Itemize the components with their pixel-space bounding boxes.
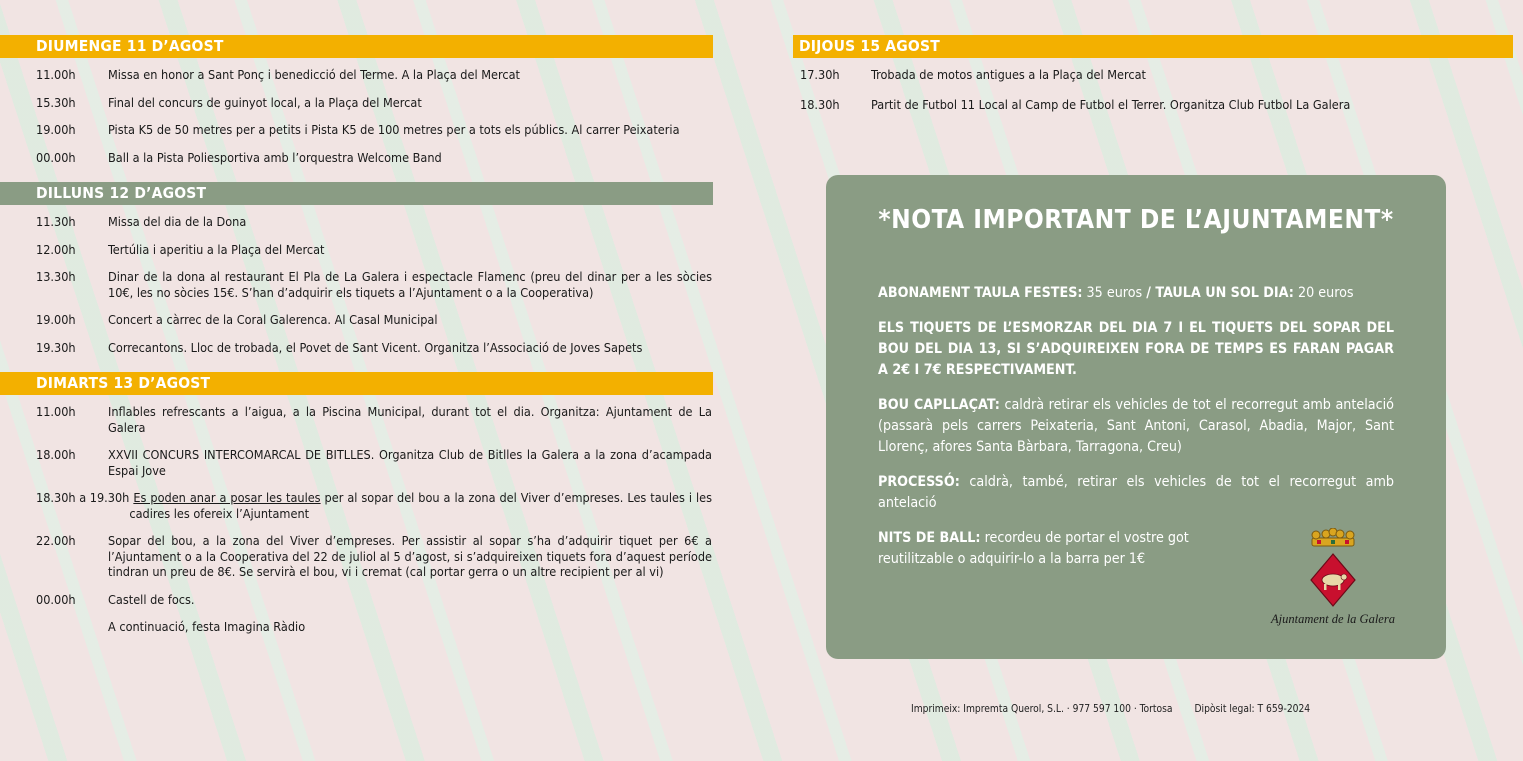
event-row	[0, 67, 713, 83]
event-description-rest: per al sopar del bou a la zona del Viver d’empreses. Les taules i les cadires les ofereix l’Ajuntament	[129, 490, 712, 521]
event-description: Partit de Futbol 11 Local al Camp de Futbol el Terrer. Organitza Club Futbol La Galera	[871, 96, 1351, 112]
event-description: Tertúlia i aperitiu a la Plaça del Mercat	[108, 241, 325, 257]
note-tickets-notice: ELS TIQUETS DE L’ESMORZAR DEL DIA 7 I EL TIQUETS DEL SOPAR DEL BOU DEL DIA 13, SI S’ADQUIREIXEN FORA DE TEMPS ES FARAN PAGAR A 2€ I 7€ RESPECTIVAMENT.	[878, 320, 1394, 378]
event-row	[0, 447, 713, 478]
event-list-thursday	[793, 58, 1513, 129]
day-section-tuesday	[0, 372, 713, 652]
day-section-sunday	[0, 35, 713, 182]
note-process	[878, 472, 1394, 514]
event-time: 00.00h	[36, 591, 76, 607]
event-time: 18.00h	[36, 447, 76, 462]
event-row	[0, 619, 713, 635]
event-list-monday	[0, 205, 713, 372]
event-row	[0, 592, 713, 608]
subscription-value: 35 euros	[1082, 285, 1147, 301]
event-time: 22.00h	[36, 533, 76, 548]
bou-label: BOU CAPLLAÇAT:	[878, 397, 1000, 413]
event-list-tuesday	[0, 395, 713, 652]
day-header-tuesday: DIMARTS 13 D’AGOST	[0, 372, 713, 395]
footer-credits	[911, 704, 1310, 715]
event-row	[0, 340, 713, 356]
event-description: Final del concurs de guinyot local, a la Plaça del Mercat	[108, 94, 422, 110]
event-description: XXVII CONCURS INTERCOMARCAL DE BITLLES. Organitza Club de Bitlles la Galera a la zona d’acampada Espai Jove	[108, 447, 712, 478]
event-row	[0, 95, 713, 111]
event-row	[0, 312, 713, 328]
event-row	[0, 490, 713, 521]
event-row	[0, 242, 713, 258]
event-description: Correcantons. Lloc de trobada, el Povet de Sant Vicent. Organitza l’Associació de Joves Sapets	[108, 339, 643, 355]
event-time: 13.30h	[36, 269, 76, 284]
event-time: 17.30h	[800, 67, 840, 82]
event-row	[0, 269, 713, 300]
event-time: 11.00h	[36, 67, 76, 82]
event-row	[793, 67, 1513, 83]
day-header-sunday: DIUMENGE 11 D’AGOST	[0, 35, 713, 58]
event-description: A continuació, festa Imagina Ràdio	[108, 619, 306, 634]
crest-caption: Ajuntament de la Galera	[1271, 612, 1395, 626]
event-row	[0, 122, 713, 138]
bou-text: caldrà retirar els vehicles de tot el recorregut amb antelació (passarà pels carrers Peixateria, Sant Antoni, Carasol, Abadia, Major, Sant Llorenç, afores Santa Bàrbara, Tarragona, Creu)	[878, 397, 1394, 455]
event-description: Castell de focs.	[108, 591, 195, 607]
nights-label: NITS DE BALL:	[878, 530, 981, 546]
note-bou	[878, 395, 1394, 458]
event-time: 19.00h	[36, 312, 76, 327]
event-row	[793, 97, 1513, 113]
printer-credit: Imprimeix: Impremta Querol, S.L. · 977 597 100 · Tortosa	[911, 704, 1173, 715]
day-section-monday	[0, 182, 713, 372]
event-time: 00.00h	[36, 149, 76, 165]
nights-text: recordeu de portar el vostre got reutilitzable o adquirir-lo a la barra per 1€	[878, 530, 1189, 567]
event-time: 18.30h a 19.30h	[36, 490, 130, 505]
event-description: Dinar de la dona al restaurant El Pla de La Galera i espectacle Flamenc (preu del dinar per a les sòcies 10€, les no sòcies 15€. S’han d’adquirir els tiquets a l’Ajuntament o a la Cooperativa)	[108, 269, 712, 300]
event-time: 11.30h	[36, 214, 76, 229]
event-description: Concert a càrrec de la Coral Galerenca. Al Casal Municipal	[108, 312, 438, 327]
event-row	[0, 214, 713, 230]
day-section-thursday	[793, 35, 1513, 129]
event-row	[0, 533, 713, 580]
event-description: Ball a la Pista Poliesportiva amb l’orquestra Welcome Band	[108, 149, 442, 165]
event-description: Missa del dia de la Dona	[108, 214, 247, 229]
event-description	[129, 490, 713, 521]
single-day-value: 20 euros	[1293, 285, 1354, 301]
single-day-label: / TAULA UN SOL DIA:	[1146, 285, 1294, 301]
event-time: 12.00h	[36, 241, 76, 257]
town-crest-icon	[1307, 528, 1359, 612]
right-column	[793, 35, 1513, 129]
event-row	[0, 404, 713, 435]
event-description: Inflables refrescants a l’aigua, a la Piscina Municipal, durant tot el dia. Organitza: Ajuntament de La Galera	[108, 404, 712, 435]
event-row	[0, 150, 713, 166]
note-title: *NOTA IMPORTANT DE L’AJUNTAMENT*	[878, 205, 1394, 235]
note-nights	[878, 528, 1240, 570]
event-list-sunday	[0, 58, 713, 182]
town-crest	[1258, 528, 1408, 638]
event-description: Pista K5 de 50 metres per a petits i Pista K5 de 100 metres per a tots els públics. Al carrer Peixateria	[108, 122, 680, 137]
day-header-monday: DILLUNS 12 D’AGOST	[0, 182, 713, 205]
left-column	[0, 35, 713, 652]
event-time: 11.00h	[36, 404, 76, 419]
day-header-thursday: DIJOUS 15 AGOST	[793, 35, 1513, 58]
event-time: 15.30h	[36, 94, 76, 110]
note-prices	[878, 283, 1394, 304]
event-description-underlined: Es poden anar a posar les taules	[133, 490, 321, 505]
legal-deposit: Dipòsit legal: T 659-2024	[1194, 704, 1311, 715]
event-description: Missa en honor a Sant Ponç i benedicció del Terme. A la Plaça del Mercat	[108, 67, 520, 82]
process-text: caldrà, també, retirar els vehicles de tot el recorregut amb antelació	[878, 474, 1394, 511]
event-time	[0, 619, 108, 635]
event-description: Trobada de motos antigues a la Plaça del Mercat	[871, 67, 1146, 82]
subscription-label: ABONAMENT TAULA FESTES:	[878, 285, 1083, 301]
event-description: Sopar del bou, a la zona del Viver d’empreses. Per assistir al sopar s’ha d’adquirir tiquet per 6€ a l’Ajuntament o a la Cooperativa del 22 de juliol al 5 d’agost, si s’adquireixen tiquets fora d’aquest període tindran un preu de 8€. Se servirà el bou, vi i cremat (cal portar gerra o un altre recipient per al vi)	[108, 533, 712, 579]
event-time: 19.00h	[36, 122, 76, 137]
process-label: PROCESSÓ:	[878, 474, 960, 490]
event-time: 18.30h	[800, 96, 840, 112]
event-time: 19.30h	[36, 339, 76, 355]
